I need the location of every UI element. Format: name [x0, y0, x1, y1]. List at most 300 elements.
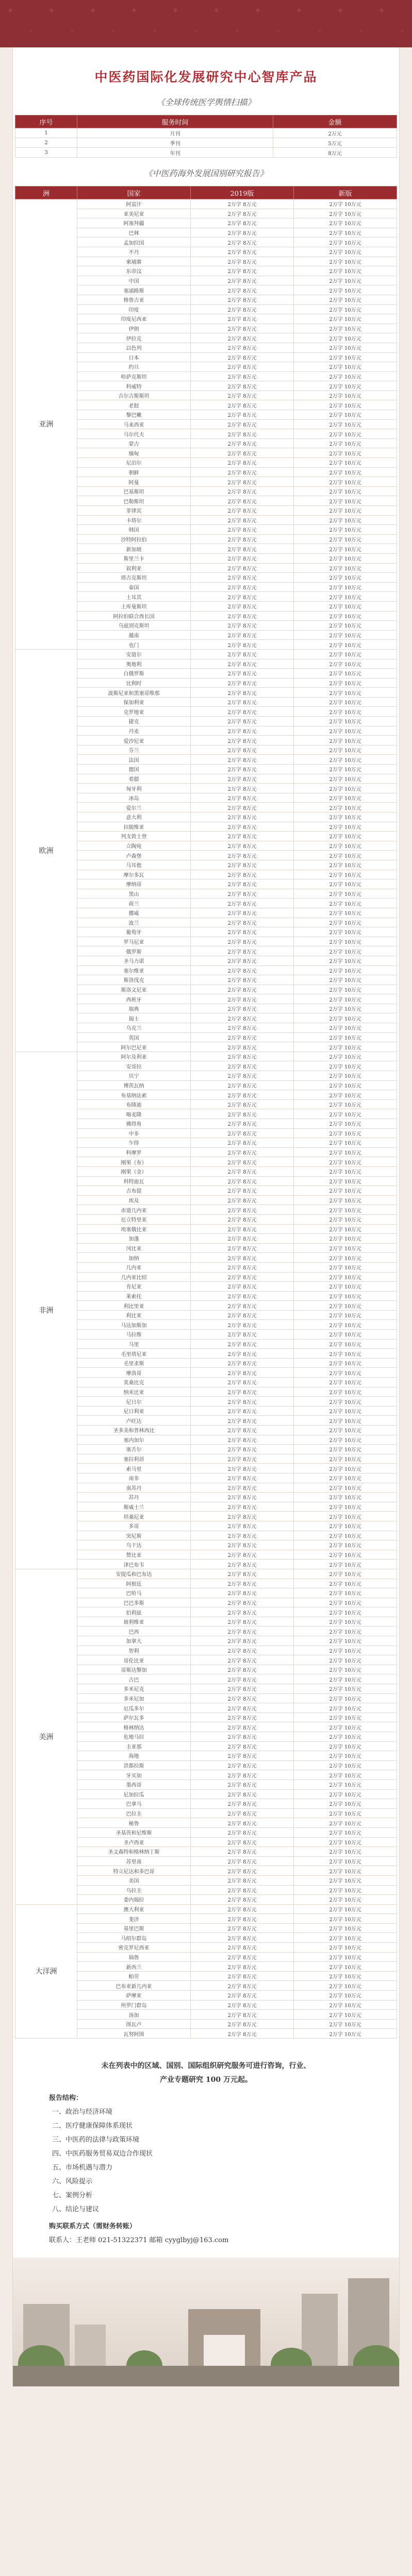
country-cell: 日本: [77, 352, 191, 362]
country-cell: 几内亚比绍: [77, 1272, 191, 1282]
price-cell: 3: [15, 148, 77, 158]
price-new-cell: 2万字 10万元: [294, 1061, 397, 1071]
price-new-cell: 2万字 10万元: [294, 1943, 397, 1953]
price-2019-cell: 2万字 8万元: [191, 630, 294, 640]
price-row: [15, 138, 397, 148]
price-cell: 2: [15, 138, 77, 148]
price-2019-cell: 2万字 8万元: [191, 381, 294, 391]
report-structure-item: 二、医疗健康保障体系现状: [52, 2122, 133, 2130]
country-cell: 德国: [77, 765, 191, 774]
price-2019-cell: 2万字 8万元: [191, 1397, 294, 1406]
price-column-header: 服务时间: [77, 115, 273, 128]
price-2019-cell: 2万字 8万元: [191, 199, 294, 209]
price-new-cell: 2万字 10万元: [294, 1253, 397, 1263]
country-cell: 乌拉圭: [77, 1885, 191, 1895]
country-cell: 巴基斯坦: [77, 486, 191, 496]
table-row: [15, 1904, 397, 1914]
price-new-cell: 2万字 10万元: [294, 438, 397, 448]
country-cell: 朝鲜: [77, 467, 191, 477]
price-2019-cell: 2万字 8万元: [191, 1991, 294, 2001]
price-2019-cell: 2万字 8万元: [191, 1885, 294, 1895]
country-cell: 圣基茨和尼维斯: [77, 1827, 191, 1837]
price-new-cell: 2万字 10万元: [294, 832, 397, 841]
price-2019-cell: 2万字 8万元: [191, 1741, 294, 1751]
price-2019-cell: 2万字 8万元: [191, 1157, 294, 1167]
country-cell: 斯洛文尼亚: [77, 985, 191, 994]
price-2019-cell: 2万字 8万元: [191, 1099, 294, 1109]
page-title: 中医药国际化发展研究中心智库产品: [94, 70, 318, 84]
price-2019-cell: 2万字 8万元: [191, 1569, 294, 1579]
price-new-cell: 2万字 10万元: [294, 717, 397, 726]
price-new-cell: 2万字 10万元: [294, 1502, 397, 1512]
price-2019-cell: 2万字 8万元: [191, 1032, 294, 1042]
price-2019-cell: 2万字 8万元: [191, 1435, 294, 1445]
country-cell: 波兰: [77, 918, 191, 927]
building-left-small: [75, 2325, 106, 2366]
price-new-cell: 2万字 10万元: [294, 324, 397, 333]
table-row: [15, 199, 397, 209]
report-structure-heading: 报告结构：: [49, 2094, 83, 2102]
country-cell: 波斯尼亚和黑塞哥维那: [77, 688, 191, 698]
country-cell: 索马里: [77, 1464, 191, 1473]
price-new-cell: 2万字 10万元: [294, 1349, 397, 1359]
price-2019-cell: 2万字 8万元: [191, 1693, 294, 1703]
price-2019-cell: 2万字 8万元: [191, 2000, 294, 2010]
price-new-cell: 2万字 10万元: [294, 1080, 397, 1090]
country-cell: 加蓬: [77, 1234, 191, 1244]
price-2019-cell: 2万字 8万元: [191, 1426, 294, 1435]
price-2019-cell: 2万字 8万元: [191, 611, 294, 621]
country-cell: 匈牙利: [77, 784, 191, 793]
country-cell: 葡萄牙: [77, 927, 191, 937]
subtitle-country-report: 《中医药海外发展国别研究报告》: [144, 168, 268, 178]
price-new-cell: 2万字 10万元: [294, 697, 397, 707]
price-new-cell: 2万字 10万元: [294, 400, 397, 410]
price-2019-cell: 2万字 8万元: [191, 1646, 294, 1655]
price-2019-cell: 2万字 8万元: [191, 1760, 294, 1770]
country-cell: 格鲁吉亚: [77, 295, 191, 304]
country-cell: 冰岛: [77, 793, 191, 803]
price-new-cell: 2万字 10万元: [294, 736, 397, 745]
price-new-cell: 2万字 10万元: [294, 1607, 397, 1617]
price-new-cell: 2万字 10万元: [294, 1186, 397, 1196]
price-2019-cell: 2万字 8万元: [191, 544, 294, 554]
price-2019-cell: 2万字 8万元: [191, 1320, 294, 1330]
price-new-cell: 2万字 10万元: [294, 765, 397, 774]
country-cell: 萨尔瓦多: [77, 1713, 191, 1722]
country-cell: 毛里求斯: [77, 1358, 191, 1368]
price-2019-cell: 2万字 8万元: [191, 1952, 294, 1962]
country-cell: 马来西亚: [77, 419, 191, 429]
country-cell: 吉布提: [77, 1186, 191, 1196]
top-banner: [0, 0, 412, 47]
price-new-cell: 2万字 10万元: [294, 927, 397, 937]
price-row: [15, 148, 397, 158]
price-new-cell: 2万字 10万元: [294, 889, 397, 899]
country-cell: 圣多美和普林西比: [77, 1426, 191, 1435]
table-row: [15, 1052, 397, 1061]
price-2019-cell: 2万字 8万元: [191, 937, 294, 946]
country-cell: 缅甸: [77, 448, 191, 458]
price-new-cell: 2万字 10万元: [294, 1789, 397, 1799]
price-2019-cell: 2万字 8万元: [191, 1856, 294, 1866]
price-2019-cell: 2万字 8万元: [191, 1109, 294, 1119]
contact-heading: 购买联系方式（需财务转账）: [49, 2223, 137, 2230]
country-cell: 澳大利亚: [77, 1904, 191, 1914]
price-new-cell: 2万字 10万元: [294, 467, 397, 477]
country-cell: 斯威士兰: [77, 1502, 191, 1512]
price-2019-cell: 2万字 8万元: [191, 1875, 294, 1885]
country-cell: 伯利兹: [77, 1607, 191, 1617]
price-new-cell: 2万字 10万元: [294, 2010, 397, 2020]
price-new-cell: 2万字 10万元: [294, 496, 397, 506]
price-new-cell: 2万字 10万元: [294, 1406, 397, 1416]
price-2019-cell: 2万字 8万元: [191, 640, 294, 650]
country-cell: 多米尼克: [77, 1684, 191, 1694]
price-new-cell: 2万字 10万元: [294, 1808, 397, 1818]
price-new-cell: 2万字 10万元: [294, 1540, 397, 1550]
price-new-cell: 2万字 10万元: [294, 1885, 397, 1895]
price-new-cell: 2万字 10万元: [294, 1732, 397, 1742]
price-new-cell: 2万字 10万元: [294, 477, 397, 487]
price-new-cell: 2万字 10万元: [294, 1512, 397, 1521]
price-2019-cell: 2万字 8万元: [191, 688, 294, 698]
price-new-cell: 2万字 10万元: [294, 1818, 397, 1828]
country-cell: 古巴: [77, 1674, 191, 1684]
price-new-cell: 2万字 10万元: [294, 1626, 397, 1636]
price-new-cell: 2万字 10万元: [294, 1282, 397, 1292]
price-2019-cell: 2万字 8万元: [191, 477, 294, 487]
price-2019-cell: 2万字 8万元: [191, 1138, 294, 1148]
country-cell: 安哥拉: [77, 1061, 191, 1071]
price-new-cell: 2万字 10万元: [294, 1109, 397, 1119]
country-cell: 乌克兰: [77, 1023, 191, 1033]
country-cell: 爱尔兰: [77, 803, 191, 812]
price-new-cell: 2万字 10万元: [294, 1674, 397, 1684]
price-2019-cell: 2万字 8万元: [191, 1473, 294, 1483]
country-cell: 布隆迪: [77, 1099, 191, 1109]
country-cell: 墨西哥: [77, 1780, 191, 1789]
country-cell: 越南: [77, 630, 191, 640]
price-2019-cell: 2万字 8万元: [191, 1378, 294, 1387]
price-cell: 年刊: [77, 148, 273, 158]
price-2019-cell: 2万字 8万元: [191, 1598, 294, 1607]
country-cell: 尼日尔: [77, 1397, 191, 1406]
price-2019-cell: 2万字 8万元: [191, 2029, 294, 2039]
price-new-cell: 2万字 10万元: [294, 1981, 397, 1991]
price-2019-cell: 2万字 8万元: [191, 486, 294, 496]
country-cell: 贝宁: [77, 1071, 191, 1081]
price-new-cell: 2万字 10万元: [294, 1473, 397, 1483]
country-cell: 土耳其: [77, 592, 191, 602]
price-2019-cell: 2万字 8万元: [191, 429, 294, 439]
price-2019-cell: 2万字 8万元: [191, 1387, 294, 1397]
price-new-cell: 2万字 10万元: [294, 1741, 397, 1751]
price-2019-cell: 2万字 8万元: [191, 975, 294, 985]
country-cell: 秘鲁: [77, 1818, 191, 1828]
price-2019-cell: 2万字 8万元: [191, 1914, 294, 1924]
price-2019-cell: 2万字 8万元: [191, 1808, 294, 1818]
price-new-cell: 2万字 10万元: [294, 1713, 397, 1722]
country-cell: 刚果（布）: [77, 1157, 191, 1167]
price-2019-cell: 2万字 8万元: [191, 1540, 294, 1550]
price-new-cell: 2万字 10万元: [294, 1339, 397, 1349]
price-new-cell: 2万字 10万元: [294, 812, 397, 822]
price-2019-cell: 2万字 8万元: [191, 2019, 294, 2029]
country-cell: 美国: [77, 1875, 191, 1885]
price-new-cell: 2万字 10万元: [294, 1071, 397, 1081]
price-2019-cell: 2万字 8万元: [191, 832, 294, 841]
price-2019-cell: 2万字 8万元: [191, 1243, 294, 1253]
price-new-cell: 2万字 10万元: [294, 1636, 397, 1646]
country-cell: 列支敦士登: [77, 832, 191, 841]
price-new-cell: 2万字 10万元: [294, 1560, 397, 1569]
price-2019-cell: 2万字 8万元: [191, 333, 294, 343]
country-cell: 拉脱维亚: [77, 822, 191, 832]
country-cell: 荷兰: [77, 899, 191, 908]
country-cell: 阿尔及利亚: [77, 1052, 191, 1061]
country-cell: 科特迪瓦: [77, 1176, 191, 1186]
highlight-note: [49, 2059, 363, 2087]
price-new-cell: 2万字 10万元: [294, 1799, 397, 1809]
country-cell: 马达加斯加: [77, 1320, 191, 1330]
price-new-cell: 2万字 10万元: [294, 352, 397, 362]
contact-line: 联系人：王老师 021-51322371 邮箱 cyyglbyj@163.com: [49, 2236, 229, 2244]
country-cell: 韩国: [77, 525, 191, 535]
price-2019-cell: 2万字 8万元: [191, 371, 294, 381]
price-2019-cell: 2万字 8万元: [191, 582, 294, 592]
price-new-cell: 2万字 10万元: [294, 1358, 397, 1368]
price-new-cell: 2万字 10万元: [294, 1378, 397, 1387]
price-column-header: 金额: [273, 115, 397, 128]
price-2019-cell: 2万字 8万元: [191, 1933, 294, 1943]
price-new-cell: 2万字 10万元: [294, 1205, 397, 1215]
country-cell: 瑞士: [77, 1013, 191, 1023]
price-2019-cell: 2万字 8万元: [191, 899, 294, 908]
price-2019-cell: 2万字 8万元: [191, 1579, 294, 1588]
country-cell: 沙特阿拉伯: [77, 534, 191, 544]
content-sheet: [12, 47, 400, 2386]
country-cell: 尼加拉瓜: [77, 1789, 191, 1799]
country-cell: 希腊: [77, 774, 191, 784]
price-cell: 8万元: [273, 148, 397, 158]
price-new-cell: 2万字 10万元: [294, 965, 397, 975]
price-new-cell: 2万字 10万元: [294, 257, 397, 266]
price-2019-cell: 2万字 8万元: [191, 841, 294, 851]
country-cell: 圭亚那: [77, 1741, 191, 1751]
country-cell: 萨摩亚: [77, 1991, 191, 2001]
country-cell: 格林纳达: [77, 1722, 191, 1732]
country-cell: 印度: [77, 304, 191, 314]
price-2019-cell: 2万字 8万元: [191, 1818, 294, 1828]
country-cell: 巴西: [77, 1626, 191, 1636]
price-2019-cell: 2万字 8万元: [191, 649, 294, 659]
price-2019-cell: 2万字 8万元: [191, 1674, 294, 1684]
continent-cell: 非洲: [15, 1052, 77, 1569]
price-new-cell: 2万字 10万元: [294, 985, 397, 994]
country-cell: 圣马力诺: [77, 956, 191, 965]
price-new-cell: 2万字 10万元: [294, 1330, 397, 1340]
price-new-cell: 2万字 10万元: [294, 1090, 397, 1100]
price-new-cell: 2万字 10万元: [294, 1760, 397, 1770]
price-new-cell: 2万字 10万元: [294, 371, 397, 381]
price-2019-cell: 2万字 8万元: [191, 1827, 294, 1837]
price-new-cell: 2万字 10万元: [294, 793, 397, 803]
price-2019-cell: 2万字 8万元: [191, 458, 294, 468]
price-2019-cell: 2万字 8万元: [191, 1512, 294, 1521]
price-2019-cell: 2万字 8万元: [191, 1234, 294, 1244]
price-2019-cell: 2万字 8万元: [191, 793, 294, 803]
price-2019-cell: 2万字 8万元: [191, 1071, 294, 1081]
price-2019-cell: 2万字 8万元: [191, 1013, 294, 1023]
country-cell: 塞舌尔: [77, 1445, 191, 1454]
price-new-cell: 2万字 10万元: [294, 745, 397, 755]
price-new-cell: 2万字 10万元: [294, 1426, 397, 1435]
price-new-cell: 2万字 10万元: [294, 544, 397, 554]
price-2019-cell: 2万字 8万元: [191, 1722, 294, 1732]
country-cell: 叙利亚: [77, 563, 191, 573]
country-cell: 海地: [77, 1751, 191, 1761]
country-cell: 智利: [77, 1646, 191, 1655]
country-column-header: 洲: [15, 187, 77, 199]
price-2019-cell: 2万字 8万元: [191, 1866, 294, 1876]
country-cell: 哈萨克斯坦: [77, 371, 191, 381]
price-2019-cell: 2万字 8万元: [191, 736, 294, 745]
country-cell: 赞比亚: [77, 1550, 191, 1560]
country-cell: 阿富汗: [77, 199, 191, 209]
price-new-cell: 2万字 10万元: [294, 1598, 397, 1607]
price-new-cell: 2万字 10万元: [294, 362, 397, 372]
country-cell: 乌干达: [77, 1540, 191, 1550]
country-cell: 毛里塔尼亚: [77, 1349, 191, 1359]
price-new-cell: 2万字 10万元: [294, 860, 397, 870]
price-2019-cell: 2万字 8万元: [191, 1214, 294, 1224]
country-cell: 肯尼亚: [77, 1282, 191, 1292]
price-2019-cell: 2万字 8万元: [191, 438, 294, 448]
price-new-cell: 2万字 10万元: [294, 1023, 397, 1033]
price-new-cell: 2万字 10万元: [294, 1856, 397, 1866]
price-2019-cell: 2万字 8万元: [191, 1847, 294, 1857]
price-2019-cell: 2万字 8万元: [191, 525, 294, 535]
country-cell: 黑山: [77, 889, 191, 899]
price-2019-cell: 2万字 8万元: [191, 410, 294, 420]
price-new-cell: 2万字 10万元: [294, 1099, 397, 1109]
ground: [13, 2366, 399, 2386]
price-new-cell: 2万字 10万元: [294, 1234, 397, 1244]
price-2019-cell: 2万字 8万元: [191, 965, 294, 975]
price-new-cell: 2万字 10万元: [294, 1166, 397, 1176]
price-new-cell: 2万字 10万元: [294, 1837, 397, 1847]
price-2019-cell: 2万字 8万元: [191, 1262, 294, 1272]
country-cell: 科威特: [77, 381, 191, 391]
country-cell: 西班牙: [77, 994, 191, 1004]
country-cell: 尼泊尔: [77, 458, 191, 468]
price-new-cell: 2万字 10万元: [294, 1579, 397, 1588]
price-2019-cell: 2万字 8万元: [191, 1205, 294, 1215]
price-new-cell: 2万字 10万元: [294, 553, 397, 563]
price-2019-cell: 2万字 8万元: [191, 1531, 294, 1540]
price-2019-cell: 2万字 8万元: [191, 1339, 294, 1349]
country-cell: 立陶宛: [77, 841, 191, 851]
country-cell: 科摩罗: [77, 1147, 191, 1157]
price-2019-cell: 2万字 8万元: [191, 1904, 294, 1914]
country-cell: 基里巴斯: [77, 1923, 191, 1933]
country-cell: 刚果（金）: [77, 1166, 191, 1176]
report-structure-item: 五、市场机遇与潜力: [52, 2164, 113, 2172]
country-cell: 埃塞俄比亚: [77, 1224, 191, 1234]
price-new-cell: 2万字 10万元: [294, 841, 397, 851]
country-cell: 泰国: [77, 582, 191, 592]
price-2019-cell: 2万字 8万元: [191, 956, 294, 965]
price-2019-cell: 2万字 8万元: [191, 419, 294, 429]
country-cell: 白俄罗斯: [77, 669, 191, 679]
price-2019-cell: 2万字 8万元: [191, 1272, 294, 1282]
price-2019-cell: 2万字 8万元: [191, 1310, 294, 1320]
price-new-cell: 2万字 10万元: [294, 458, 397, 468]
country-cell: 巴拉圭: [77, 1808, 191, 1818]
price-new-cell: 2万字 10万元: [294, 1310, 397, 1320]
price-new-cell: 2万字 10万元: [294, 1895, 397, 1905]
price-new-cell: 2万字 10万元: [294, 534, 397, 544]
price-2019-cell: 2万字 8万元: [191, 573, 294, 583]
country-cell: 巴勒斯坦: [77, 496, 191, 506]
price-2019-cell: 2万字 8万元: [191, 1617, 294, 1626]
price-2019-cell: 2万字 8万元: [191, 774, 294, 784]
highlight-line-2: 产业专题研究 100 万元起。: [160, 2076, 252, 2084]
price-new-cell: 2万字 10万元: [294, 822, 397, 832]
country-cell: 瑞典: [77, 1004, 191, 1013]
price-2019-cell: 2万字 8万元: [191, 601, 294, 611]
country-cell: 瑙鲁: [77, 1952, 191, 1962]
country-cell: 卡塔尔: [77, 515, 191, 525]
price-new-cell: 2万字 10万元: [294, 573, 397, 583]
country-cell: 克罗地亚: [77, 707, 191, 717]
price-2019-cell: 2万字 8万元: [191, 1119, 294, 1129]
country-cell: 印度尼西亚: [77, 314, 191, 324]
country-cell: 孟加拉国: [77, 238, 191, 247]
country-cell: 菲律宾: [77, 506, 191, 516]
country-cell: 马耳他: [77, 860, 191, 870]
price-new-cell: 2万字 10万元: [294, 429, 397, 439]
country-cell: 巴布亚新几内亚: [77, 1981, 191, 1991]
price-2019-cell: 2万字 8万元: [191, 1521, 294, 1531]
price-2019-cell: 2万字 8万元: [191, 1837, 294, 1847]
price-new-cell: 2万字 10万元: [294, 1550, 397, 1560]
price-2019-cell: 2万字 8万元: [191, 784, 294, 793]
price-new-cell: 2万字 10万元: [294, 1195, 397, 1205]
price-new-cell: 2万字 10万元: [294, 1032, 397, 1042]
subtitle-scan: 《全球传统医学舆情扫描》: [156, 97, 256, 107]
price-2019-cell: 2万字 8万元: [191, 1971, 294, 1981]
country-cell: 摩纳哥: [77, 879, 191, 889]
price-2019-cell: 2万字 8万元: [191, 391, 294, 400]
country-cell: 南非: [77, 1473, 191, 1483]
price-new-cell: 2万字 10万元: [294, 611, 397, 621]
price-2019-cell: 2万字 8万元: [191, 755, 294, 765]
price-new-cell: 2万字 10万元: [294, 1176, 397, 1186]
country-cell: 以色列: [77, 343, 191, 352]
price-2019-cell: 2万字 8万元: [191, 1147, 294, 1157]
price-new-cell: 2万字 10万元: [294, 1962, 397, 1972]
country-cell: 捷克: [77, 717, 191, 726]
country-cell: 苏里南: [77, 1856, 191, 1866]
country-cell: 苏丹: [77, 1493, 191, 1502]
price-new-cell: 2万字 10万元: [294, 218, 397, 228]
price-new-cell: 2万字 10万元: [294, 1224, 397, 1234]
price-2019-cell: 2万字 8万元: [191, 1799, 294, 1809]
price-new-cell: 2万字 10万元: [294, 1493, 397, 1502]
price-2019-cell: 2万字 8万元: [191, 400, 294, 410]
